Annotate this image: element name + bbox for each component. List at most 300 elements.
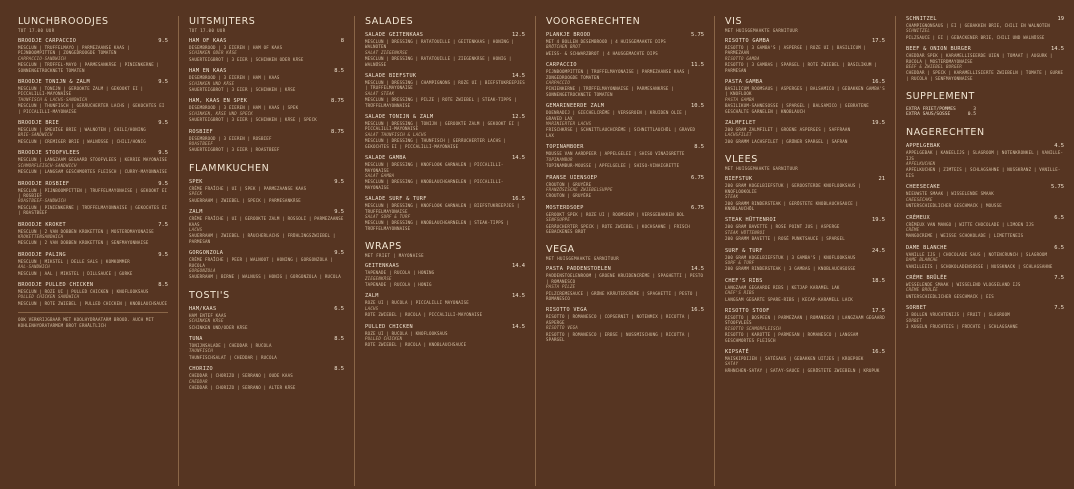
menu-item-header xyxy=(18,38,168,44)
menu-item-header xyxy=(546,103,704,109)
menu-item xyxy=(906,305,1064,329)
menu-item-price: 19.5 xyxy=(872,120,885,127)
menu-item-description: RISOTTO | 3 GAMBA'S | ASPERGE | ROZE UI | BASILICUM | PARMEZAAN xyxy=(725,45,867,56)
menu-item-description: 200 GRAM KOGELBIEFSTUK | 3 GAMBA'S | KNOFLOOKSAUS xyxy=(725,254,856,260)
menu-item-german-name: RISOTTO VEGA xyxy=(546,325,578,331)
menu-item-description: MESCLUN | PINIENKERNE | TRÜFFELMAYONNAISE | GEKOCHTES EI | ROASTBEEF xyxy=(18,204,168,216)
menu-item-name: SPEK xyxy=(189,178,203,185)
menu-item-header xyxy=(906,275,1064,281)
menu-item-header xyxy=(365,32,525,38)
menu-item xyxy=(189,209,344,244)
menu-item-header xyxy=(18,181,168,187)
menu-item-description: PILZSAUCE | EI | GEBACKENER BRIE, CHILI UND WALNÜSSE xyxy=(906,34,1045,40)
menu-item-name: RISOTTO VEGA xyxy=(546,307,588,314)
menu-item-german-name: SCHINKEN UND KÄSE xyxy=(189,80,235,86)
menu-item-header xyxy=(725,217,885,223)
menu-item-price: 5.75 xyxy=(1051,184,1064,191)
menu-item-name: DAME BLANCHE xyxy=(906,244,948,251)
menu-item-price: 17.5 xyxy=(872,307,885,314)
menu-item-description: HÄHNCHEN-SATAY | SATAY-SAUCE | GERÖSTETE ZWIEBELN | KRUPUK xyxy=(725,367,880,373)
menu-item-header xyxy=(189,179,344,185)
menu-item-description: MESCLUN | LANGZAAM GEGAARD STOOFVLEES | KERRIE MAYONAISE xyxy=(18,157,168,163)
menu-item-header xyxy=(546,266,704,272)
menu-item-german-name: STEAK xyxy=(725,194,739,200)
menu-item-description: 200 GRAM KOGELBIEFSTUK | GEROOSTERDE KNOFLOOKSAUS | KNOFLOOKOLIE xyxy=(725,183,861,194)
menu-item-description: SAUERTEIGBROT | 3 EIER | ROASTBEEF xyxy=(189,147,280,153)
menu-item-header xyxy=(189,306,344,312)
menu-section xyxy=(365,16,525,231)
menu-item-header xyxy=(18,222,168,228)
menu-item-price: 16.5 xyxy=(872,349,885,355)
menu-item xyxy=(18,222,168,246)
menu-item xyxy=(189,179,344,203)
menu-item-german-name: THUNFISCH xyxy=(189,348,213,354)
menu-item-description: HAM ENTEF KAAS xyxy=(189,312,227,318)
section-title: TOSTI'S xyxy=(189,289,230,301)
menu-item-description: SAUERTEIGBROT | 3 EIER | SCHINKEN ODER KÄSE xyxy=(189,56,304,62)
menu-item-german-name: PASTA GAMBA xyxy=(725,96,755,102)
menu-item-german-name: CRÈME BRÛLÉE xyxy=(906,287,938,293)
menu-item-german-name: SCHINKEN, KÄSE UND SPECK xyxy=(189,110,253,116)
menu-item-price: 6.5 xyxy=(1054,244,1064,251)
menu-column xyxy=(906,16,1074,486)
menu-item-german-name: CARPACCIO-SANDWICH xyxy=(18,55,66,61)
menu-item-name: CRÈMEUX xyxy=(906,214,930,221)
menu-item-description: MESCLUN | DRESSING | KNOFLOOK GARNALEN | BIEFSTUKREEPJES | TRUFFELMAYONAISE xyxy=(365,203,520,214)
menu-item-description: CRÈMEUX VAN MANGO | WITTE CHOCOLADE | LIMOEN IJS xyxy=(906,221,1034,227)
menu-item-name: BROODJE STOOFVLEES xyxy=(18,150,80,157)
menu-item-header xyxy=(365,114,525,120)
menu-item-header xyxy=(365,155,525,161)
menu-item-description: RISOTTO | BOSPEEN | PARMEZAAN | ROMANESCO | LANGZAAM GEGAARD STOOFVLEES xyxy=(725,314,885,326)
menu-item-description: SAUERRAHM | BIRNE | WALNUSS | HONIG | GORGONZOLA | RUCOLA xyxy=(189,274,341,280)
menu-item-name: APPELGEBAK xyxy=(906,143,941,150)
menu-item-name: CHORIZO xyxy=(189,366,213,373)
menu-item-price: 19.5 xyxy=(872,217,885,224)
menu-item-name: PULLED CHICKEN xyxy=(365,323,413,330)
menu-item xyxy=(18,150,168,174)
menu-item xyxy=(906,184,1064,208)
menu-item xyxy=(546,266,704,301)
section-title: NAGERECHTEN xyxy=(906,127,985,139)
menu-item-name: CHEF'S RIBS xyxy=(725,277,763,284)
menu-item-name: TUNA xyxy=(189,335,203,342)
menu-section xyxy=(906,91,1064,117)
menu-item xyxy=(18,252,168,276)
menu-item-german-name: CHEESECAKE xyxy=(906,196,933,202)
menu-item-german-name: SALAT ZIEGENKÄSE xyxy=(365,49,408,55)
menu-item-description: VANILLEEIS | SCHOKOLADENSOSSE | NUSSKNACK | SCHLAGSAHNE xyxy=(906,263,1053,269)
menu-item-description: CRÈME FRAÎCHE | PEER | WALNOOT | HONING | GORGONZOLA | RUCOLA xyxy=(189,257,333,268)
menu-item-price: 9.5 xyxy=(158,38,168,44)
menu-item xyxy=(725,38,885,73)
menu-item-name: SALADE GAMBA xyxy=(365,155,407,162)
menu-item-description: APFELKUCHEN | ZIMTEIS | SCHLAGSAHNE | NUSSKRANZ | VANILLE-EIS xyxy=(906,167,1061,178)
menu-item-price: 8 xyxy=(340,38,344,44)
menu-item-price: 14.5 xyxy=(512,155,525,162)
menu-item-name: GORGONZOLA xyxy=(189,250,224,257)
supplement-price: 3 xyxy=(973,107,976,113)
menu-item-header xyxy=(18,282,168,288)
menu-section xyxy=(546,16,704,234)
menu-item-header xyxy=(906,215,1064,221)
menu-item-german-name: BEEF & ZWIEBEL BURGER xyxy=(906,64,962,70)
menu-item-german-name: SORBET xyxy=(906,317,922,323)
menu-item xyxy=(906,16,1064,40)
menu-item-german-name: SALAT STEAK xyxy=(365,90,395,96)
menu-section xyxy=(189,16,344,153)
section-title: FLAMMKUCHEN xyxy=(189,162,270,174)
menu-item-price: 5.75 xyxy=(691,32,704,38)
menu-item-name: BROODJE ROSBIEF xyxy=(18,180,70,187)
menu-item-name: ROSBIEF xyxy=(189,128,213,135)
section-footnote: OOK VERKRIJGBAAR MET KOOLHYDRAATARM BROOD. AUCH MIT KOHLENHYDRATARMEM BROT ERHÄLTLICH xyxy=(18,312,168,328)
menu-item-price: 14.5 xyxy=(512,323,525,330)
menu-item-price: 18.5 xyxy=(872,277,885,284)
menu-item xyxy=(189,306,344,330)
menu-item-german-name: ROASTBEEF xyxy=(189,141,213,147)
menu-item-price: 7.5 xyxy=(1054,305,1064,312)
menu-item-description: MESCLUN | SMEUÏGE BRIE | WALNOTEN | CHILI/HONING xyxy=(18,127,146,133)
menu-item-header xyxy=(546,205,704,211)
menu-item xyxy=(725,176,885,211)
menu-item xyxy=(189,68,344,92)
menu-item-name: HAM, KAAS EN SPEK xyxy=(189,98,248,105)
menu-item-description: TOPINAMBUR-MOUSSE | APFELGELEE | SHISO-VINAIGRETTE xyxy=(546,163,680,169)
menu-item-german-name: SALAT GAMBA xyxy=(365,172,395,178)
menu-item-name: HAM EN KAAS xyxy=(189,68,227,75)
menu-item xyxy=(18,79,168,114)
menu-item-german-name: BRÖTCHEN BROT xyxy=(546,44,581,50)
menu-item-description: LANGSAM GEGARTE SPARE-RIBS | KECAP-KARAMELL LACK xyxy=(725,296,853,302)
menu-item-name: BROODJE CARPACCIO xyxy=(18,38,77,44)
menu-item-description: ROZE UI | RUCOLA | KNOFLOOKSAUS xyxy=(365,330,448,336)
menu-item-name: BEEF & ONION BURGER xyxy=(906,46,972,53)
menu-item-header xyxy=(546,144,704,150)
menu-item-price: 8.5 xyxy=(158,281,168,288)
menu-item-description: SCHINKEN UND/ODER KÄSE xyxy=(189,324,248,330)
menu-item-name: SALADE GEITENKAAS xyxy=(365,32,424,38)
menu-section xyxy=(906,16,1064,81)
menu-item-price: 8.5 xyxy=(334,335,344,342)
menu-item-description: TONIJNSALADE | CHEDDAR | RUCOLA xyxy=(189,342,272,348)
menu-item-german-name: DAME BLANCHE xyxy=(906,257,938,263)
menu-item xyxy=(906,275,1064,299)
menu-item-name: BROODJE PALING xyxy=(18,251,66,258)
menu-item-description: 200 GRAMM RINDERSTEAK | GERÖSTETE KNOBLAUCHSAUCE | KNOBLAUCHÖL xyxy=(725,200,859,211)
menu-item-german-name: LACHS xyxy=(365,305,379,311)
menu-item-description: MET 4 BOLLEN DESEMBROOD | 4 HUISGEMAAKTE DIPS xyxy=(546,39,666,44)
menu-item-description: SAUERRAHM | ZWIEBEL | RÄUCHERLACHS | FRÜHLINGSZWIEBEL | PARMESAN xyxy=(189,233,336,244)
menu-item xyxy=(546,32,704,56)
menu-item-description: WISSELENDE SMAAK | WISSELEND VLOGSELAND IJS xyxy=(906,281,1021,287)
menu-item-header xyxy=(725,248,885,254)
menu-item-german-name: CHEDDAR xyxy=(189,378,208,384)
menu-item xyxy=(365,32,525,67)
menu-item-german-name: SALAT SURF & TURF xyxy=(365,213,411,219)
menu-column xyxy=(365,16,535,486)
menu-item-price: 9.5 xyxy=(334,209,344,216)
menu-item-german-name: ZIEGENKÄSE xyxy=(365,275,392,281)
menu-item-name: FRANSE UIENSOEP xyxy=(546,174,598,181)
menu-item-description: MESCLUN | DRESSING | RATATOUILLE | GEITENKAAS | HONING | WALNOTEN xyxy=(365,39,515,50)
menu-item-header xyxy=(546,307,704,313)
menu-item-description: MESCLUN | 2 VAN DOBBEN KROKETTEN | MOSTERDMAYONAISE xyxy=(18,228,154,234)
menu-item xyxy=(725,278,885,302)
section-subtitle: MET HUISGEMAAKTE GARNITUUR xyxy=(546,256,620,262)
menu-item-description: GERÄUCHERTER SPECK | ROTE ZWIEBEL | KOCHSAHNE | FRISCH GEBACKENES BROT xyxy=(546,223,690,234)
menu-item-name: SALADE SURF & TURF xyxy=(365,196,427,203)
section-subtitle: MET HUISGEMAAKTE GARNITUUR xyxy=(725,166,799,172)
menu-item-german-name: KROKETTENSANDWICH xyxy=(18,233,64,239)
menu-item-description: MESCLUN | DRESSING | PILZE | ROTE ZWIEBEL | STEAK-TIPPS | TRÜFFELMAYONNAISE xyxy=(365,97,517,108)
menu-section xyxy=(906,127,1064,329)
menu-item xyxy=(546,62,704,97)
menu-item-description: MESCLUN | TONIJN | GEROOKTE ZALM | GEKOOKT EI | PICCALILLI-MAYONAISE xyxy=(18,86,144,97)
menu-item-description: CHEDDAR | SPECK | KARAMELLISIERTE ZWIEBELN | TOMATE | GURKE | RUCOLA | SENFMAYONNAISE xyxy=(906,70,1064,81)
menu-item-header xyxy=(189,250,344,256)
menu-item-price: 8.5 xyxy=(334,68,344,75)
menu-item xyxy=(189,38,344,62)
menu-item-description: RISOTTO | 3 GAMBAS | SPARGEL | ROTE ZWIEBEL | BASILIKUM | PARMESAN xyxy=(725,62,877,73)
menu-section xyxy=(18,16,168,328)
menu-item xyxy=(189,250,344,280)
menu-item-price: 10.5 xyxy=(691,103,704,110)
menu-item xyxy=(906,215,1064,239)
menu-item-description: MESCLUN | DRESSING | KNOBLAUCHGARNELEN | STEAK-TIPPS | TRÜFFELMAYONNAISE xyxy=(365,220,509,231)
menu-item-german-name: LACHSFILET xyxy=(725,132,752,138)
menu-item-german-name: CARPACCIO xyxy=(546,80,570,86)
menu-section xyxy=(725,16,885,144)
menu-item-header xyxy=(189,68,344,74)
menu-item-description: MESCLUN | MIKSTEL | DELLE SALS | KOMKOMMER xyxy=(18,258,130,264)
menu-section xyxy=(546,244,704,342)
menu-item-description: PINIENKERNE | TRÜFFELMAYONNAISE | PARMESANKÄSE | SONNENGETROCKNETE TOMATEN xyxy=(546,86,674,97)
menu-item-german-name: CRÈME xyxy=(906,226,920,232)
menu-item-name: PASTA PADDENSTOELEN xyxy=(546,266,612,273)
menu-item-description: MESCLUN | DRESSING | KNOFLOOK GARNALEN | PICCALILLI-MAYONAISE xyxy=(365,162,504,173)
menu-item-description: 200 GRAMM LACHSFILET | GRÜNER SPARGEL | SAFRAN xyxy=(725,138,848,144)
section-title: VLEES xyxy=(725,154,758,166)
menu-item-header xyxy=(546,175,704,181)
menu-item-description: CHEDDAR | CHORIZO | SERRANO | ALTER KÄSE xyxy=(189,385,296,390)
menu-item-description: CHEDDAR SPEK | KARAMELLISEERDE UIEN | TOMAAT | AUGURK | RUCOLA | MOSTERDMAYONAISE xyxy=(906,53,1053,64)
menu-item-german-name: MARINIERTER LACHS xyxy=(546,121,592,127)
menu-item-description: MESCLUN | THUNFISCH | GERÄUCHERTER LACHS | GEKOCHTES EI | PICCALILLI-MAYONAISE xyxy=(18,103,165,114)
menu-item xyxy=(725,79,885,114)
section-subtitle: MET FRIET | MAYONAISE xyxy=(365,253,424,259)
menu-item-price: 24.5 xyxy=(872,247,885,254)
menu-item-description: MESCLUN | ROZE UI | PULLED CHICKEN | KNOFLOOKSAUS xyxy=(18,288,149,294)
menu-item-description: 200 GRAMM BAVETTE | ROSÉ PUNKTSAUCE | SPARGEL xyxy=(725,236,845,242)
menu-item-german-name: SALAT THUNFISCH & LACHS xyxy=(365,131,427,137)
column-divider xyxy=(895,16,896,486)
menu-item-german-name: FRANZÖSISCHE ZWIEBELSUPPE xyxy=(546,186,613,192)
menu-item-price: 9.5 xyxy=(158,251,168,258)
menu-item xyxy=(18,120,168,144)
menu-item xyxy=(546,307,704,342)
menu-item-header xyxy=(546,62,704,68)
menu-item xyxy=(365,196,525,231)
menu-item-name: SCHNITZEL xyxy=(906,16,937,22)
menu-item-german-name: TOPINAMBUR xyxy=(546,156,573,162)
menu-item-name: RISOTTO GAMBA xyxy=(725,38,770,44)
section-subtitle: MET HUISGEMAAKTE GARNITUUR xyxy=(725,28,799,33)
menu-item-description: CHAMPIGNONSAUS | EI | GEBAKKEN BRIE, CHILI EN WALNOTEN xyxy=(906,23,1050,28)
section-subtitle: TOT 17.00 UUR xyxy=(18,28,55,33)
menu-item-description: APPELGEBAK | KANEELIJS | SLAGROOM | NOTENKRONKEL | VANILLE-IJS xyxy=(906,150,1064,161)
menu-item-header xyxy=(365,324,525,330)
menu-item-description: MESCLUN | AAL | MIKSTEL | DILLSAUCE | GURKE xyxy=(18,270,133,276)
menu-item-header xyxy=(189,336,344,342)
menu-item-name: PASTA GAMBA xyxy=(725,79,763,86)
menu-item xyxy=(365,324,525,348)
menu-item-description: 3 KUGELN FRUCHTEIS | FRÜCHTE | SCHLAGSAHNE xyxy=(906,323,1018,329)
menu-item-description: DESEMBROOD | 3 EIEREN | HAM | KAAS xyxy=(189,75,280,81)
menu-item-german-name: RISOTTO SCHMORFLEISCH xyxy=(725,325,781,331)
menu-item xyxy=(18,282,168,306)
menu-item-description: CROUTON | GRUYÈRE xyxy=(546,193,592,199)
menu-item-description: NIEUWSTE SMAAK | WISSELENDE SMAAK xyxy=(906,191,994,197)
menu-item-name: ZALMFILET xyxy=(725,120,756,127)
menu-item-description: SAUERRAHM | ZWIEBEL | SPECK | PARMESANKÄSE xyxy=(189,197,301,203)
menu-item-description: 200 GRAM BAVETTE | ROSE POINT JUS | ASPERGE xyxy=(725,224,840,230)
menu-item-description: BASILIKUM-SAHNESOSSE | SPARGEL | BALSAMICO | GEBRATENE GESCHÄLTE GARNELEN | KNOBLAUCH xyxy=(725,103,869,114)
menu-item-name: CHEESECAKE xyxy=(906,184,941,191)
menu-item-description: MESCLUN | 2 VAN DOBBEN KROKETTEN | SENFMAYONNAISE xyxy=(18,240,149,246)
menu-item-price: 14.5 xyxy=(512,293,525,300)
menu-item-price: 9.5 xyxy=(158,150,168,157)
menu-item xyxy=(725,217,885,241)
menu-item-description: CRÈME FRAÎCHE | UI | GEROOKTE ZALM | ROSSOLI | PARMEZAANSE KAAS xyxy=(189,216,344,227)
menu-item-description: TAPENADE | RUCOLA | HONIG xyxy=(365,281,432,287)
menu-item-german-name: ROASTBEEF-SANDWICH xyxy=(18,198,66,204)
menu-item-name: BROODJE PULLED CHICKEN xyxy=(18,281,94,288)
menu-item-description: LANGZAAM GEGAARDE RIBS | KETJAP KARAMEL LAK xyxy=(725,284,840,290)
menu-item-german-name: SCHINKEN KÄSE xyxy=(189,318,224,324)
menu-item-header xyxy=(725,308,885,314)
menu-item-price: 9.5 xyxy=(158,180,168,187)
menu-item-name: SALADE TONIJN & ZALM xyxy=(365,114,434,121)
menu-item-price: 8.75 xyxy=(331,98,344,105)
menu-item-name: ZALM xyxy=(189,209,203,216)
section-title: LUNCHBROODJES xyxy=(18,16,109,27)
menu-item-price: 9.5 xyxy=(158,120,168,127)
menu-item-header xyxy=(725,120,885,126)
menu-item-name: RISOTTO STOOF xyxy=(725,307,770,314)
menu-item-german-name: PULLED CHICKEN SANDWICH xyxy=(18,294,80,300)
menu-column xyxy=(18,16,178,486)
menu-item-price: 21 xyxy=(878,176,885,183)
menu-item-name: SURF & TURF xyxy=(725,247,763,254)
menu-item-german-name: STEAK HÜTTENROI xyxy=(725,229,765,235)
menu-item-header xyxy=(546,32,704,38)
menu-item xyxy=(725,349,885,373)
menu-item xyxy=(365,73,525,108)
menu-item xyxy=(189,336,344,360)
section-title: WRAPS xyxy=(365,241,402,253)
menu-item-price: 8.75 xyxy=(331,128,344,135)
menu-item-german-name: BRIE-SANDWICH xyxy=(18,132,53,138)
menu-item-description: ROTE ZWIEBEL | RUCOLA | KNOBLAUCHSAUCE xyxy=(365,342,467,348)
menu-item xyxy=(546,144,704,168)
menu-column xyxy=(725,16,895,486)
menu-item-header xyxy=(189,129,344,135)
menu-item-header xyxy=(906,16,1064,22)
menu-item-description: MESCLUN | LANGSAM GESCHMORTES FLEISCH | CURRY-MAYONNAISE xyxy=(18,169,168,175)
menu-item-name: BIEFSTUK xyxy=(725,176,753,183)
menu-item-name: CARPACCIO xyxy=(546,62,577,69)
menu-item-header xyxy=(189,98,344,104)
menu-item-price: 14.5 xyxy=(1051,46,1064,53)
menu-item-description: FRISCHKÄSE | SCHNITTLAUCHCRÈME | SCHNITTLAUCHÖL | GRAVED LAX xyxy=(546,127,696,138)
menu-item xyxy=(189,98,344,122)
menu-item xyxy=(365,263,525,287)
menu-item xyxy=(725,308,885,343)
menu-item-name: PLANKJE BROOD xyxy=(546,32,591,38)
menu-item-german-name: GORGONZOLA xyxy=(189,267,216,273)
menu-item-description: WEISS- & SCHWARZBROT | 4 HAUSGEMACHTE DIPS xyxy=(546,50,658,56)
menu-item-description: BASILICUM ROOMSAUS | ASPERGES | BALSAMICO | GEBAKKEN GAMBA'S | KNOFLOOK xyxy=(725,86,885,97)
supplement-price: 0.5 xyxy=(967,112,976,118)
menu-item-description: DOENRADIJ | GIECHELCRÈME | VERSGROEN | KRUIDEN OLIE | GRAVED LAX xyxy=(546,110,688,121)
menu-column xyxy=(189,16,354,486)
menu-item-price: 6.5 xyxy=(1054,214,1064,221)
menu-item-description: SAUERTEIGBROT | 3 EIER | SCHINKEN | KÄSE | SPECK xyxy=(189,117,317,123)
menu-item-name: GEITENKAAS xyxy=(365,263,400,270)
menu-item-name: BROODJE KROKET xyxy=(18,221,66,228)
menu-item-name: KIPSATÉ xyxy=(725,349,749,355)
menu-item-header xyxy=(906,245,1064,251)
menu-item-description: 3 BOLLEN VRUCHTENIJS | FRUIT | SLAGROOM xyxy=(906,312,1010,318)
menu-item-header xyxy=(725,176,885,182)
menu-item-header xyxy=(725,278,885,284)
menu-item-description: PADDENSTOELENROOM | GROENE KRUIDENCRÈME | SPAGHETTI | PESTO | ROMANESCO xyxy=(546,273,704,284)
menu-item-german-name: SPECK xyxy=(189,191,203,197)
menu-item-header xyxy=(365,73,525,79)
menu-item-description: UNTERSCHIEDLICHER GESCHMACK | EIS xyxy=(906,293,994,299)
menu-item-description: TAPENADE | RUCOLA | HONING xyxy=(365,270,435,276)
menu-item-header xyxy=(725,38,885,44)
column-divider xyxy=(178,16,179,486)
menu-item-name: CRÈME BRÛLÉE xyxy=(906,274,948,281)
menu-item-name: ZALM xyxy=(365,293,379,300)
menu-item-description: 200 GRAM ZALMFILET | GROENE ASPERGES | SAFFRAAN xyxy=(725,127,851,133)
menu-section xyxy=(725,154,885,373)
menu-item-german-name: AAL-SANDWICH xyxy=(18,264,50,270)
supplement-row xyxy=(906,112,976,117)
menu-item xyxy=(725,248,885,272)
menu-item-header xyxy=(365,263,525,269)
supplement-name: EXTRA SAUS/SOSSE xyxy=(906,112,951,118)
menu-item-name: TOPINAMBOER xyxy=(546,144,584,151)
menu-item-description: MESCLUN | TRUFFELMAYO | PARMEZAANSE KAAS | PIJNBOOMPITTEN | ZONGEDROOGDE TOMATEN xyxy=(18,45,130,56)
menu-item-description: CRÈME FRAÎCHE | UI | SPEK | PARMEZAANSE KAAS xyxy=(189,185,307,191)
menu-item-header xyxy=(365,196,525,202)
menu-item-german-name: PULLED CHICKEN xyxy=(365,336,403,341)
menu-item-description: PIJNBOOMPITTEN | TRUFFELMAYONAISE | PARMEZAANSE KAAS | ZONGEDROOGDE TOMATEN xyxy=(546,69,690,80)
menu-item-description: DESEMBROOD | 3 EIEREN | HAM OF KAAS xyxy=(189,45,283,50)
menu-item-price: 14.4 xyxy=(512,263,525,270)
menu-item-header xyxy=(725,349,885,355)
menu-item-description: RISOTTO | KAROTTE | PARMESAN | ROMANESCO | LANGSAM GESCHMORTES FLEISCH xyxy=(725,332,859,343)
menu-item-header xyxy=(725,79,885,85)
menu-item-description: MESCLUN | ROTE ZWIEBEL | PULLED CHICKEN | KNOBLAUCHSAUCE xyxy=(18,300,168,306)
menu-item-description: MAISKIPDIJEN | SATÉSAUS | GEBAKKEN UITJES | KROEPOEK xyxy=(725,356,864,361)
menu-item-price: 14.5 xyxy=(512,73,525,80)
menu-item xyxy=(725,120,885,144)
menu-item-price: 14.5 xyxy=(691,266,704,273)
